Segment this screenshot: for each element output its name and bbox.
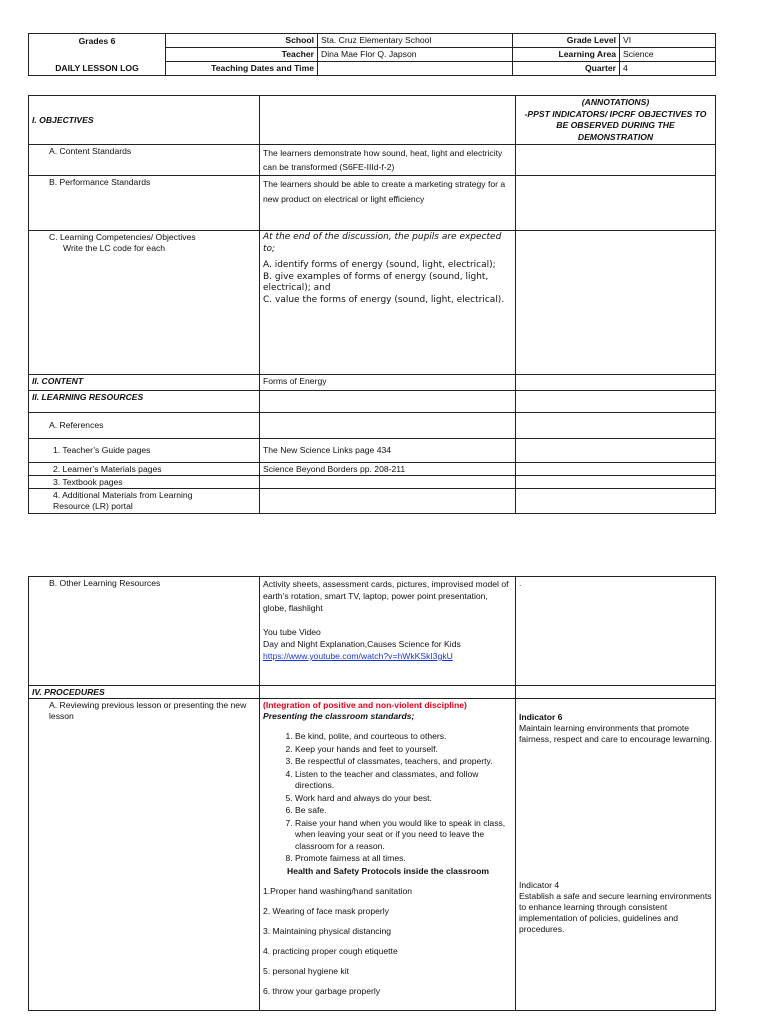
- references-label: A. References: [29, 413, 260, 439]
- standard-item: 3. Be respectful of classmates, teachers, and property.: [295, 756, 512, 768]
- competency-c: C. value the forms of energy (sound, light, electrical).: [263, 294, 505, 305]
- tg-label: 1. Teacher’s Guide pages: [29, 439, 260, 463]
- competencies-cell: [29, 231, 260, 375]
- standard-item: 7. Raise your hand when you would like to speak in class, when leaving your seat or if you need to leave the classroom for a reason.: [295, 818, 512, 853]
- performance-standards-text: The learners should be able to create a marketing strategy for a new product on electrical or light efficiency: [260, 176, 516, 231]
- protocol-item: 5. personal hygiene kit: [263, 965, 349, 976]
- quarter-label: Quarter: [513, 62, 620, 76]
- resources-empty: [260, 391, 516, 413]
- dates-value: [318, 62, 513, 76]
- content-value: Forms of Energy: [260, 375, 516, 391]
- textbook-value: [260, 476, 516, 489]
- competencies-annotation: [516, 231, 716, 375]
- protocol-item: 4. practicing proper cough etiquette: [263, 945, 398, 956]
- standard-item: 4. Listen to the teacher and classmates, and follow directions.: [295, 769, 512, 792]
- protocols-title: Health and Safety Protocols inside the classroom: [287, 865, 490, 876]
- objectives-table: [28, 95, 716, 514]
- content-standards-text: The learners demonstrate how sound, heat, light and electricity can be transformed (S6FE-IIId-f-2): [260, 145, 516, 176]
- competencies-text: [260, 231, 516, 375]
- textbook-annotation: [516, 476, 716, 489]
- competencies-label: C. Learning Competencies/ Objectives: [49, 232, 196, 242]
- standard-item: 2. Keep your hands and feet to yourself.: [295, 744, 512, 756]
- objectives-empty: [260, 96, 516, 145]
- performance-standards-label: B. Performance Standards: [29, 176, 260, 231]
- procedures-table: [28, 576, 716, 1011]
- learning-area-label: Learning Area: [513, 48, 620, 62]
- tg-annotation: [516, 439, 716, 463]
- references-empty: [260, 413, 516, 439]
- textbook-label: 3. Textbook pages: [29, 476, 260, 489]
- annotations-line1: (ANNOTATIONS): [581, 97, 650, 107]
- presenting-standards: Presenting the classroom standards;: [263, 711, 415, 721]
- competencies-sub: Write the LC code for each: [63, 243, 166, 253]
- reviewing-annotation: [516, 699, 716, 1011]
- indicator6-text: Maintain learning environments that promote fairness, respect and care to encourage lewarning.: [519, 723, 712, 744]
- grade-level-label: Grade Level: [513, 34, 620, 48]
- indicator4-title: Indicator 4: [519, 880, 560, 890]
- protocol-item: 1.Proper hand washing/hand sanitation: [263, 885, 413, 896]
- references-annotation: [516, 413, 716, 439]
- other-resources-cell: [260, 577, 516, 686]
- grade-level-value: VI: [620, 34, 716, 48]
- objectives-heading: I. OBJECTIVES: [29, 96, 260, 145]
- standard-item: 8. Promote fairness at all times.: [295, 853, 512, 865]
- additional-annotation: [516, 489, 716, 514]
- tg-value: The New Science Links page 434: [260, 439, 516, 463]
- protocol-item: 6. throw your garbage properly: [263, 985, 381, 996]
- log-title: DAILY LESSON LOG: [29, 62, 166, 76]
- other-resources-label: B. Other Learning Resources: [29, 577, 260, 686]
- indicator4-text: Establish a safe and secure learning environments to enhance learning through consistent implementation of policies, guidelines and procedures.: [519, 891, 712, 934]
- content-label: II. CONTENT: [29, 375, 260, 391]
- other-resources-text: Activity sheets, assessment cards, pictures, improvised model of earth’s rotation, smart TV, laptop, power point presentation, globe, flashlight: [263, 579, 509, 613]
- reviewing-label: [29, 699, 260, 1011]
- grades-cell: [29, 34, 166, 62]
- procedures-empty: [260, 686, 516, 699]
- reviewing-label-text: A. Reviewing previous lesson or presenting the new lesson: [49, 700, 247, 721]
- competency-a: A. identify forms of energy (sound, light, electrical);: [263, 260, 496, 270]
- standard-item: 5. Work hard and always do your best.: [295, 793, 512, 805]
- lm-value: Science Beyond Borders pp. 208-211: [260, 463, 516, 476]
- dates-label: Teaching Dates and Time: [166, 62, 318, 76]
- content-annotation: [516, 375, 716, 391]
- additional-value: [260, 489, 516, 514]
- additional-label: 4. Additional Materials from Learning Resource (LR) portal: [29, 489, 260, 514]
- content-standards-annotation: [516, 145, 716, 176]
- indicator6-title: Indicator 6: [519, 712, 563, 722]
- annotations-line2: -PPST INDICATORS/ IPCRF OBJECTIVES TO BE OBSERVED DURING THE DEMONSTRATION: [524, 108, 707, 142]
- youtube-title: Day and Night Explanation,Causes Science for Kids: [263, 639, 461, 649]
- annotations-header: [516, 96, 716, 145]
- resources-annotation: [516, 391, 716, 413]
- teacher-label: Teacher: [166, 48, 318, 62]
- header-table: [28, 33, 716, 76]
- standard-item: 6. Be safe.: [295, 805, 512, 817]
- content-standards-label: A. Content Standards: [29, 145, 260, 176]
- school-label: School: [166, 34, 318, 48]
- lm-annotation: [516, 463, 716, 476]
- competencies-intro: At the end of the discussion, the pupils are expected to;: [263, 232, 502, 254]
- protocol-item: 2. Wearing of face mask properly: [263, 905, 389, 916]
- standards-list: [263, 731, 512, 865]
- competency-b: B. give examples of forms of energy (sound, light, electrical); and: [263, 271, 489, 293]
- resources-label: II. LEARNING RESOURCES: [29, 391, 260, 413]
- procedures-label: IV. PROCEDURES: [29, 686, 260, 699]
- youtube-label: You tube Video: [263, 627, 321, 637]
- grades-label: Grades 6: [78, 36, 116, 46]
- reviewing-cell: [260, 699, 516, 1011]
- youtube-link[interactable]: https://www.youtube.com/watch?v=hWkKSkI3gkU: [263, 651, 453, 661]
- integration-note: (Integration of positive and non-violent discipline): [263, 700, 467, 710]
- teacher-value: Dina Mae Flor Q. Japson: [318, 48, 513, 62]
- school-value: Sta. Cruz Elementary School: [318, 34, 513, 48]
- lm-label: 2. Learner’s Materials pages: [29, 463, 260, 476]
- quarter-value: 4: [620, 62, 716, 76]
- performance-standards-annotation: [516, 176, 716, 231]
- protocol-item: 3. Maintaining physical distancing: [263, 925, 392, 936]
- other-resources-annotation: .: [516, 577, 716, 686]
- learning-area-value: Science: [620, 48, 716, 62]
- procedures-annotation: [516, 686, 716, 699]
- standard-item: 1. Be kind, polite, and courteous to others.: [295, 731, 512, 743]
